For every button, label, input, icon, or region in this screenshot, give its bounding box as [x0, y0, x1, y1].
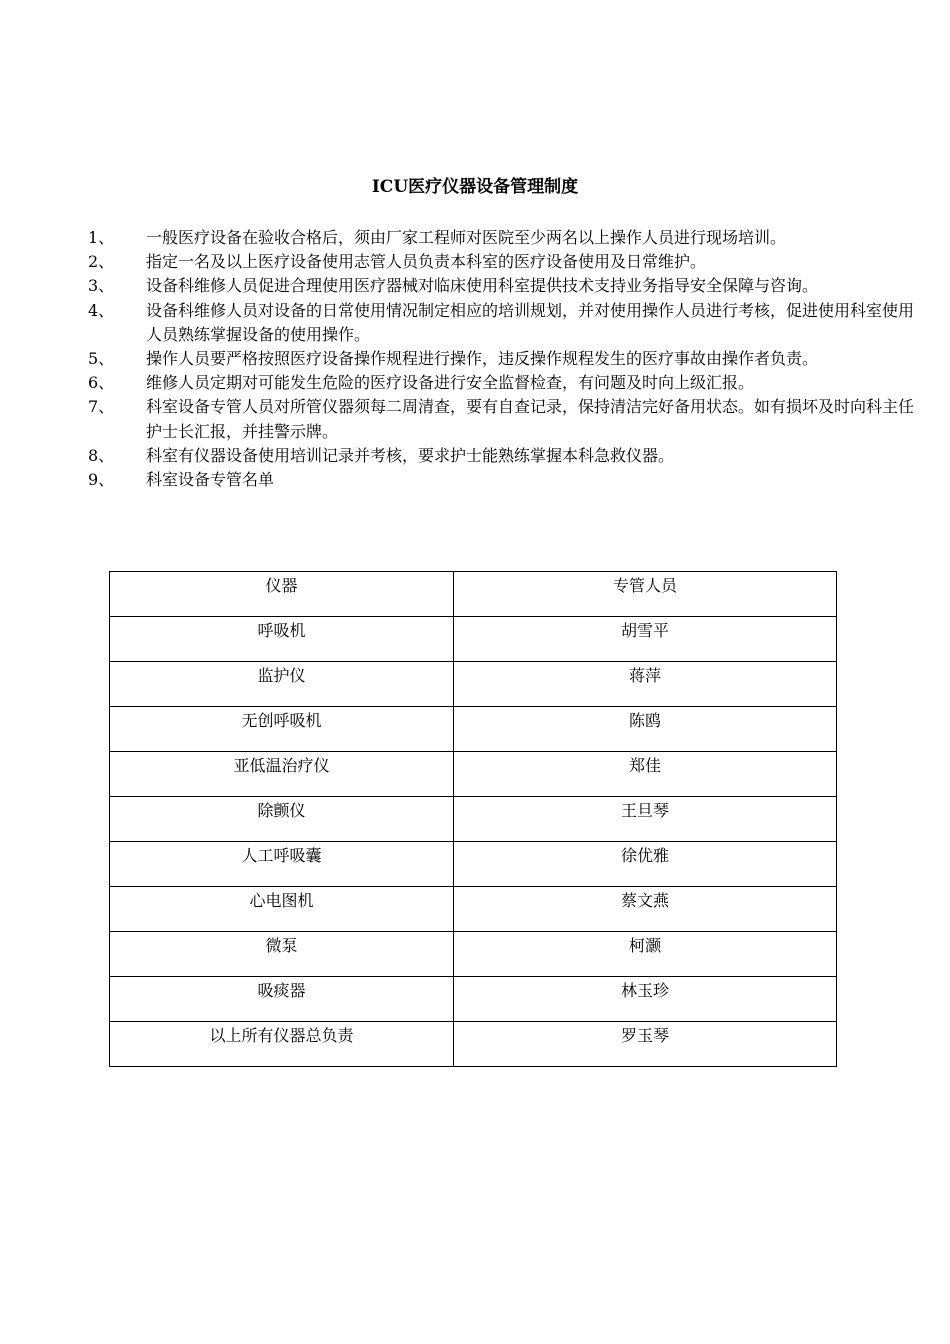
table-row — [110, 662, 837, 707]
table-row — [110, 887, 837, 932]
rule-item — [88, 274, 920, 298]
device-cell: 吸痰器 — [110, 977, 454, 1022]
rule-item — [88, 299, 920, 347]
table-row — [110, 797, 837, 842]
person-cell: 王旦琴 — [454, 797, 837, 842]
rule-item — [88, 371, 920, 395]
device-cell: 以上所有仪器总负责 — [110, 1022, 454, 1067]
person-cell: 林玉珍 — [454, 977, 837, 1022]
table-header-row — [110, 572, 837, 617]
table-row — [110, 932, 837, 977]
rule-number: 4、 — [88, 300, 115, 320]
rule-item — [88, 250, 920, 274]
rule-text: 设备科维修人员促进合理使用医疗器械对临床使用科室提供技术支持业务指导安全保障与咨询。 — [146, 276, 819, 296]
rule-number: 2、 — [88, 252, 115, 272]
table-row — [110, 1022, 837, 1067]
header-device: 仪器 — [110, 572, 454, 617]
device-cell: 人工呼吸囊 — [110, 842, 454, 887]
rule-item — [88, 468, 920, 492]
device-cell: 呼吸机 — [110, 617, 454, 662]
person-cell: 柯灏 — [454, 932, 837, 977]
rule-text: 操作人员要严格按照医疗设备操作规程进行操作，违反操作规程发生的医疗事故由操作者负责。 — [146, 349, 819, 369]
device-cell: 亚低温治疗仪 — [110, 752, 454, 797]
rule-item — [88, 226, 920, 250]
person-cell: 蔡文燕 — [454, 887, 837, 932]
person-cell: 陈鸥 — [454, 707, 837, 752]
rule-text: 指定一名及以上医疗设备使用志管人员负责本科室的医疗设备使用及日常维护。 — [146, 252, 707, 272]
person-cell: 徐优雅 — [454, 842, 837, 887]
rule-number: 6、 — [88, 373, 115, 393]
device-cell: 微泵 — [110, 932, 454, 977]
table-row — [110, 617, 837, 662]
rule-item — [88, 395, 920, 443]
header-person: 专管人员 — [454, 572, 837, 617]
person-cell: 胡雪平 — [454, 617, 837, 662]
rule-number: 9、 — [88, 470, 115, 490]
rule-number: 7、 — [88, 397, 115, 417]
rule-text: 设备科维修人员对设备的日常使用情况制定相应的培训规划，并对使用操作人员进行考核，促进使用科室使用人员熟练掌握设备的使用操作。 — [146, 300, 915, 344]
rule-number: 1、 — [88, 228, 115, 247]
rules-list — [88, 226, 920, 492]
person-cell: 郑佳 — [454, 752, 837, 797]
table-row — [110, 977, 837, 1022]
document-title: ICU医疗仪器设备管理制度 — [371, 177, 579, 197]
table-row — [110, 707, 837, 752]
rule-text: 维修人员定期对可能发生危险的医疗设备进行安全监督检查，有问题及时向上级汇报。 — [146, 373, 755, 393]
device-cell: 除颤仪 — [110, 797, 454, 842]
device-cell: 无创呼吸机 — [110, 707, 454, 752]
table-row — [110, 842, 837, 887]
rule-text: 科室设备专管人员对所管仪器须每二周清查，要有自查记录，保持清洁完好备用状态。如有损坏及时向科主任护士长汇报，并挂警示牌。 — [146, 397, 915, 441]
rule-number: 5、 — [88, 349, 115, 369]
table-row — [110, 752, 837, 797]
device-cell: 监护仪 — [110, 662, 454, 707]
rule-text: 科室有仪器设备使用培训记录并考核，要求护士能熟练掌握本科急救仪器。 — [146, 445, 675, 465]
person-cell: 蒋萍 — [454, 662, 837, 707]
rule-item — [88, 444, 920, 468]
rule-text: 科室设备专管名单 — [146, 470, 275, 490]
rule-item — [88, 347, 920, 371]
person-cell: 罗玉琴 — [454, 1022, 837, 1067]
device-cell: 心电图机 — [110, 887, 454, 932]
rule-number: 8、 — [88, 445, 115, 465]
rule-text: 一般医疗设备在验收合格后，须由厂家工程师对医院至少两名以上操作人员进行现场培训。 — [146, 228, 787, 247]
equipment-staff-table — [109, 571, 837, 1067]
rule-number: 3、 — [88, 276, 115, 296]
